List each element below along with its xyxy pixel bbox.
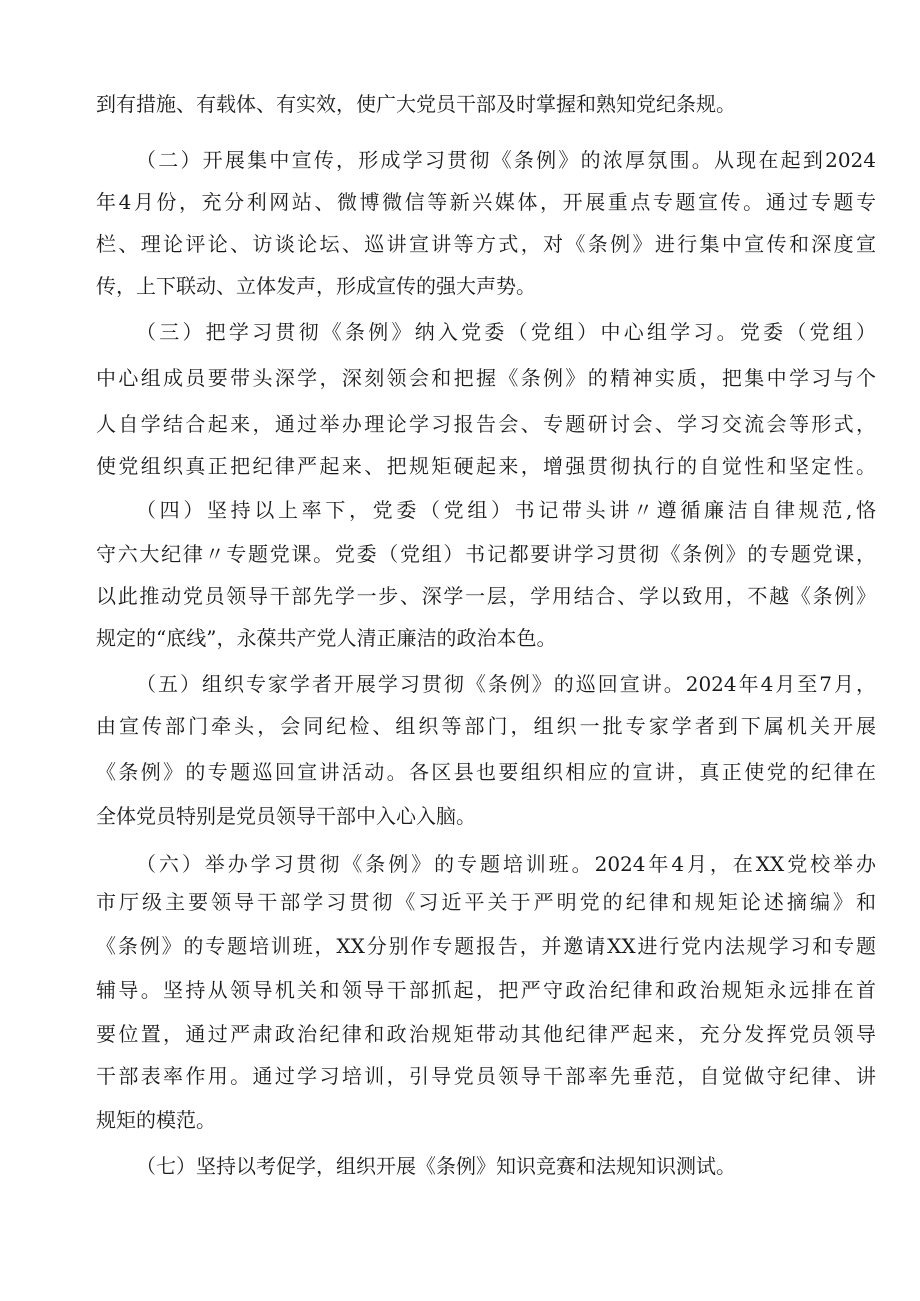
text-line: 传，上下联动、立体发声，形成宣传的强大声势。 (96, 274, 536, 298)
text-line: 《条例》的专题培训班，XX分别作专题报告，并邀请XX进行党内法规学习和专题 (96, 934, 876, 958)
text-line: 辅导。坚持从领导机关和领导干部抓起，把严守政治纪律和政治规矩永远排在首 (96, 978, 876, 1002)
text-line: 要位置，通过严肃政治纪律和政治规矩带动其他纪律严起来，充分发挥党员领导 (96, 1022, 876, 1046)
text-line: 人自学结合起来，通过举办理论学习报告会、专题研讨会、学习交流会等形式， (96, 412, 876, 436)
text-line: 全体党员特别是党员领导干部中入心入脑。 (96, 804, 476, 828)
text-line: 使党组织真正把纪律严起来、把规矩硬起来，增强贯彻执行的自觉性和坚定性。 (96, 454, 876, 478)
paragraph-6-line: （六）举办学习贯彻《条例》的专题培训班。2024年4月，在XX党校举办 (136, 852, 876, 876)
text-line: 规矩的模范。 (96, 1108, 216, 1132)
text-line: 栏、理论评论、访谈论坛、巡讲宣讲等方式，对《条例》进行集中宣传和深度宣 (96, 232, 876, 256)
text-line: 守六大纪律〃专题党课。党委（党组）书记都要讲学习贯彻《条例》的专题党课， (96, 542, 876, 566)
text-line: 年4月份，充分利网站、微博微信等新兴媒体，开展重点专题宣传。通过专题专 (96, 190, 876, 214)
text-line: 由宣传部门牵头，会同纪检、组织等部门，组织一批专家学者到下属机关开展 (96, 714, 876, 738)
text-line: 《条例》的专题巡回宣讲活动。各区县也要组织相应的宣讲，真正使党的纪律在 (96, 760, 876, 784)
text-line: 干部表率作用。通过学习培训，引导党员领导干部率先垂范，自觉做守纪律、讲 (96, 1064, 876, 1088)
paragraph-3-line: （三）把学习贯彻《条例》纳入党委（党组）中心组学习。党委（党组） (136, 320, 876, 344)
text-line: 中心组成员要带头深学，深刻领会和把握《条例》的精神实质，把集中学习与个 (96, 366, 876, 390)
paragraph-4-line: （四）坚持以上率下，党委（党组）书记带头讲〃遵循廉洁自律规范,恪 (136, 498, 876, 522)
text-line: 规定的“底线”，永葆共产党人清正廉洁的政治本色。 (96, 626, 557, 650)
paragraph-7-line: （七）坚持以考促学，组织开展《条例》知识竞赛和法规知识测试。 (136, 1154, 736, 1178)
text-line: 市厅级主要领导干部学习贯彻《习近平关于严明党的纪律和规矩论述摘编》和 (96, 890, 876, 914)
paragraph-2-line: （二）开展集中宣传，形成学习贯彻《条例》的浓厚氛围。从现在起到2024 (136, 148, 876, 172)
text-line: 以此推动党员领导干部先学一步、深学一层，学用结合、学以致用，不越《条例》 (96, 584, 876, 608)
paragraph-5-line: （五）组织专家学者开展学习贯彻《条例》的巡回宣讲。2024年4月至7月， (136, 672, 876, 696)
text-line: 到有措施、有载体、有实效，使广大党员干部及时掌握和熟知党纪条规。 (96, 92, 736, 116)
